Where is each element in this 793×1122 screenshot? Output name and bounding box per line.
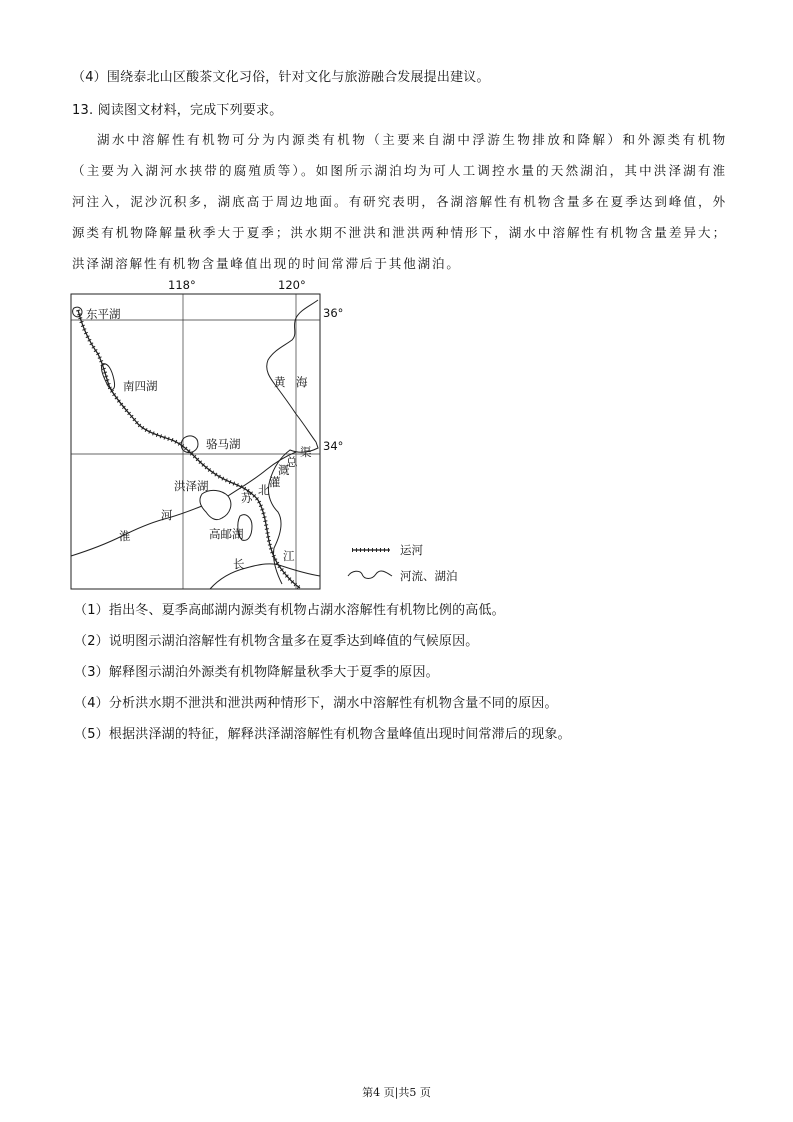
label-hongze-lake: 洪泽湖 — [174, 479, 209, 493]
label-zong: 总 — [286, 455, 298, 469]
label-huang: 黄 — [274, 375, 286, 389]
dongping-lake — [73, 307, 82, 317]
lat-label-34: 34° — [323, 439, 344, 453]
label-hai: 海 — [296, 375, 308, 389]
label-jiang: 江 — [283, 549, 295, 563]
map-frame — [71, 294, 320, 589]
legend-river-symbol — [348, 571, 392, 579]
question-13-part-4: （4）分析洪水期不泄洪和泄洪两种情形下，湖水中溶解性有机物含量不同的原因。 — [74, 696, 558, 711]
label-bei: 北 — [258, 483, 270, 497]
lake-map-svg — [60, 274, 480, 594]
question-13-material: 湖水中溶解性有机物可分为内源类有机物（主要来自湖中浮游生物排放和降解）和外源类有机物（主要为入湖河水挟带的腐殖质等）。如图所示湖泊均为可人工调控水量的天然湖泊，其中洪泽湖有淮河注入，泥沙沉积多，湖底高于周边地面。有研究表明，各湖溶解性有机物含量多在夏季达到峰值，外源类有机物降解量秋季大于夏季；洪水期不泄洪和泄洪两种情形下，湖水中溶解性有机物含量差异大；洪泽湖溶解性有机物含量峰值出现的时间常滞后于其他湖泊。 — [72, 132, 727, 271]
coastline — [267, 300, 318, 584]
yangtze-river — [210, 564, 320, 589]
grand-canal — [78, 310, 300, 588]
label-chang: 长 — [233, 557, 245, 571]
label-qu: 渠 — [300, 445, 312, 459]
question-13-intro: 13. 阅读图文材料，完成下列要求。 — [72, 103, 283, 118]
label-guan: 灌 — [269, 475, 281, 489]
legend-river-lake-label: 河流、湖泊 — [400, 569, 458, 583]
question-13-part-2: （2）说明图示湖泊溶解性有机物含量多在夏季达到峰值的气候原因。 — [74, 634, 479, 649]
lon-label-120: 120° — [278, 278, 306, 292]
question-13-part-3: （3）解释图示湖泊外源类有机物降解量秋季大于夏季的原因。 — [74, 665, 439, 680]
lake-map-figure — [60, 274, 480, 594]
label-huai: 淮 — [119, 529, 131, 543]
page-footer: 第4 页|共5 页 — [362, 1086, 431, 1099]
hongze-lake — [200, 490, 231, 519]
label-dongping-lake: 东平湖 — [86, 307, 121, 321]
label-gaoyou-lake: 高邮湖 — [209, 527, 244, 541]
label-he: 河 — [161, 508, 173, 522]
question-13-part-1: （1）指出冬、夏季高邮湖内源类有机物占湖水溶解性有机物比例的高低。 — [74, 603, 505, 618]
label-nansi-lake: 南四湖 — [123, 379, 158, 393]
label-gai: 溉 — [278, 463, 290, 477]
lat-label-36: 36° — [323, 306, 344, 320]
huai-river — [71, 506, 202, 556]
question-13-part-5: （5）根据洪泽湖的特征，解释洪泽湖溶解性有机物含量峰值出现时间常滞后的现象。 — [74, 727, 571, 742]
lon-label-118: 118° — [168, 278, 196, 292]
question-12-part-4: （4）围绕泰北山区酸茶文化习俗，针对文化与旅游融合发展提出建议。 — [72, 70, 490, 85]
label-su: 苏 — [241, 491, 253, 505]
label-luoma-lake: 骆马湖 — [206, 437, 241, 451]
legend-canal-label: 运河 — [400, 543, 423, 557]
